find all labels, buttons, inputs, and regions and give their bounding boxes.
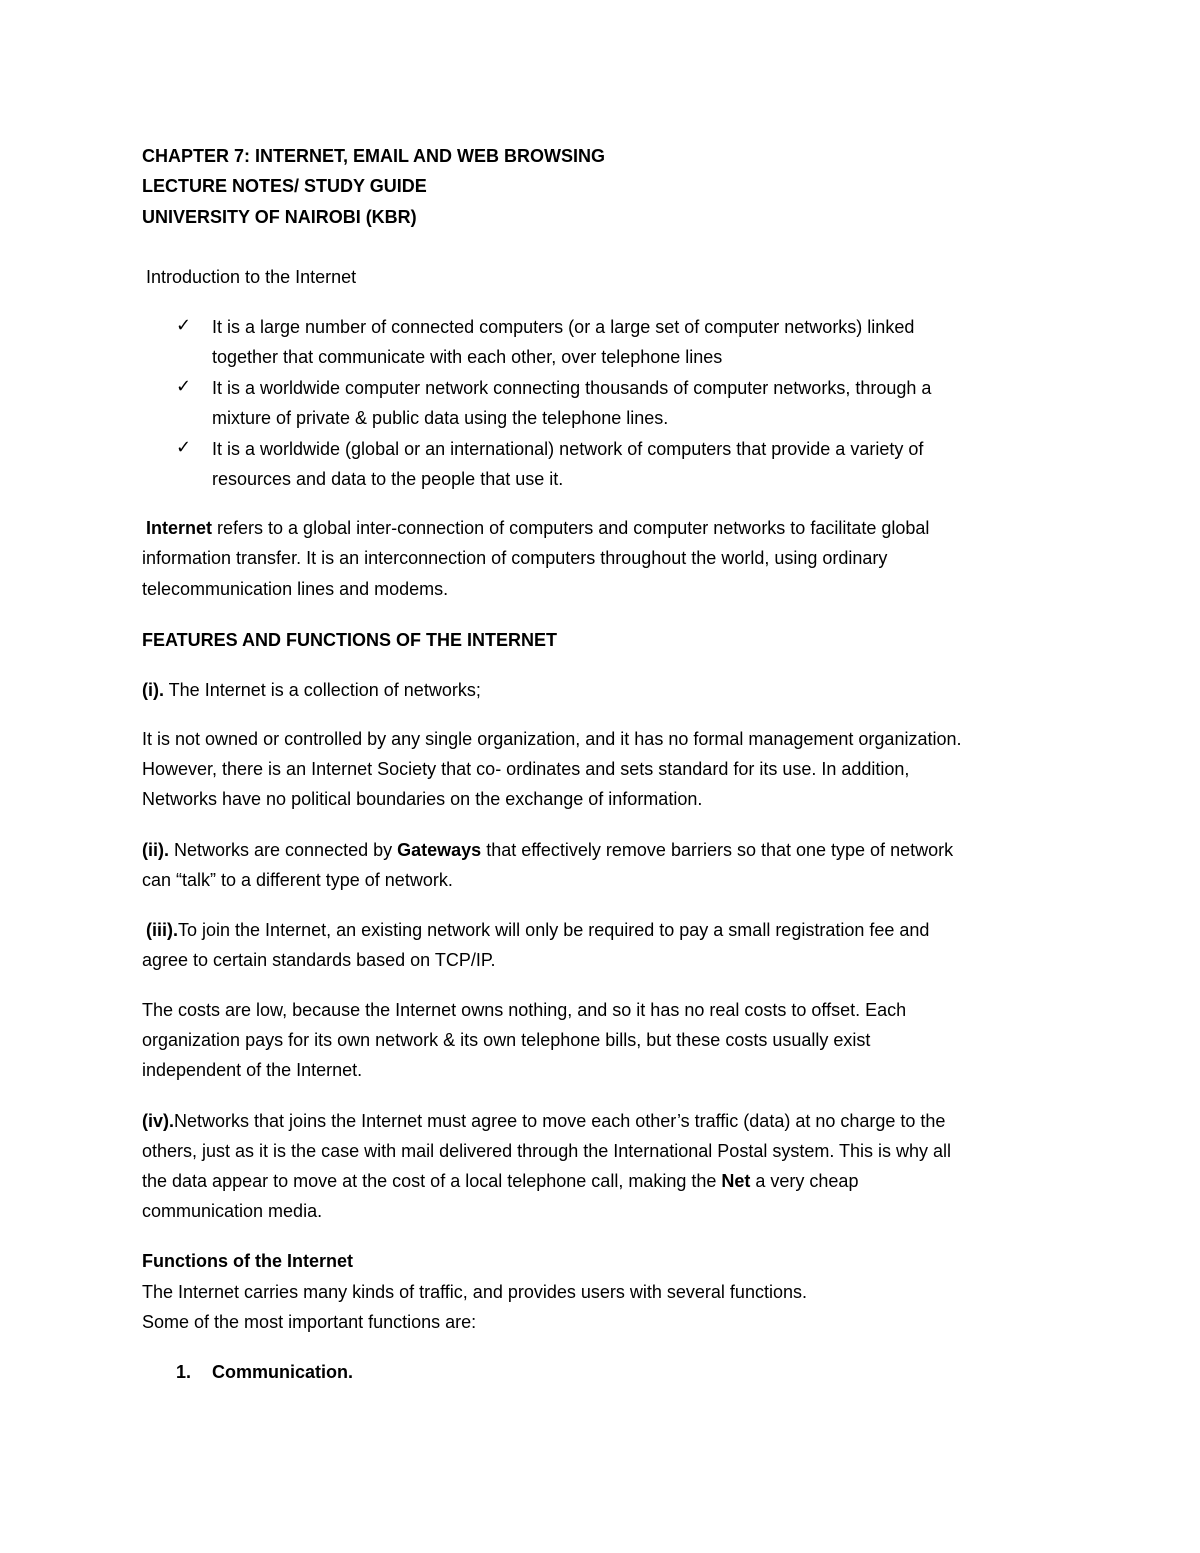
functions-heading: Functions of the Internet	[142, 1251, 353, 1271]
institution-name: UNIVERSITY OF NAIROBI (KBR)	[142, 207, 417, 227]
definition-line-1: Internet refers to a global inter-connection of computers and computer networks to facilitate global	[146, 518, 930, 538]
bullet-2-line-1: It is a worldwide computer network connecting thousands of computer networks, through a	[212, 378, 932, 398]
intro-heading: Introduction to the Internet	[146, 267, 357, 287]
feature-iv-line-2: others, just as it is the case with mail delivered through the International Postal system. This is why all	[142, 1141, 952, 1161]
feature-iii-line-2: agree to certain standards based on TCP/IP.	[142, 950, 496, 970]
definition-line-2: information transfer. It is an interconnection of computers throughout the world, using ordinary	[142, 548, 888, 568]
checkmark-icon: ✓	[176, 376, 192, 396]
bullet-1-line-1: It is a large number of connected computers (or a large set of computer networks) linked	[212, 317, 915, 337]
feature-ii-line-1: (ii). Networks are connected by Gateways that effectively remove barriers so that one type of network	[142, 840, 954, 860]
paragraph-ownership-line-2: However, there is an Internet Society that co- ordinates and sets standard for its use. In addition,	[142, 759, 910, 779]
definition-line-3: telecommunication lines and modems.	[142, 579, 449, 599]
checkmark-icon: ✓	[176, 437, 192, 457]
functions-intro-line-1: The Internet carries many kinds of traffic, and provides users with several functions.	[142, 1282, 807, 1302]
feature-iii-line-1: (iii).To join the Internet, an existing network will only be required to pay a small registration fee and	[146, 920, 930, 940]
document-subtitle: LECTURE NOTES/ STUDY GUIDE	[142, 176, 427, 196]
feature-iv-line-1: (iv).Networks that joins the Internet must agree to move each other’s traffic (data) at no charge to the	[142, 1111, 946, 1131]
definition-term: Internet	[146, 518, 213, 538]
bullet-1-line-2: together that communicate with each other, over telephone lines	[212, 347, 723, 367]
feature-ii-line-2: can “talk” to a different type of network.	[142, 870, 453, 890]
paragraph-ownership-line-1: It is not owned or controlled by any single organization, and it has no formal management organization.	[142, 729, 962, 749]
features-heading: FEATURES AND FUNCTIONS OF THE INTERNET	[142, 630, 557, 650]
feature-iv-line-4: communication media.	[142, 1201, 323, 1221]
bullet-2-line-2: mixture of private & public data using the telephone lines.	[212, 408, 669, 428]
bullet-3-line-1: It is a worldwide (global or an international) network of computers that provide a variety of	[212, 439, 924, 459]
chapter-title: CHAPTER 7: INTERNET, EMAIL AND WEB BROWSING	[142, 146, 606, 166]
paragraph-costs-line-2: organization pays for its own network & its own telephone bills, but these costs usually exist	[142, 1030, 871, 1050]
paragraph-ownership-line-3: Networks have no political boundaries on the exchange of information.	[142, 789, 703, 809]
feature-iv-line-3: the data appear to move at the cost of a local telephone call, making the Net a very cheap	[142, 1171, 859, 1191]
list-number: 1.	[176, 1362, 192, 1382]
paragraph-costs-line-3: independent of the Internet.	[142, 1060, 363, 1080]
function-item-communication: Communication.	[212, 1362, 354, 1382]
bullet-3-line-2: resources and data to the people that use it.	[212, 469, 564, 489]
functions-intro-line-2: Some of the most important functions are:	[142, 1312, 477, 1332]
feature-i: (i). The Internet is a collection of networks;	[142, 680, 481, 700]
checkmark-icon: ✓	[176, 315, 192, 335]
paragraph-costs-line-1: The costs are low, because the Internet owns nothing, and so it has no real costs to offset. Each	[142, 1000, 907, 1020]
